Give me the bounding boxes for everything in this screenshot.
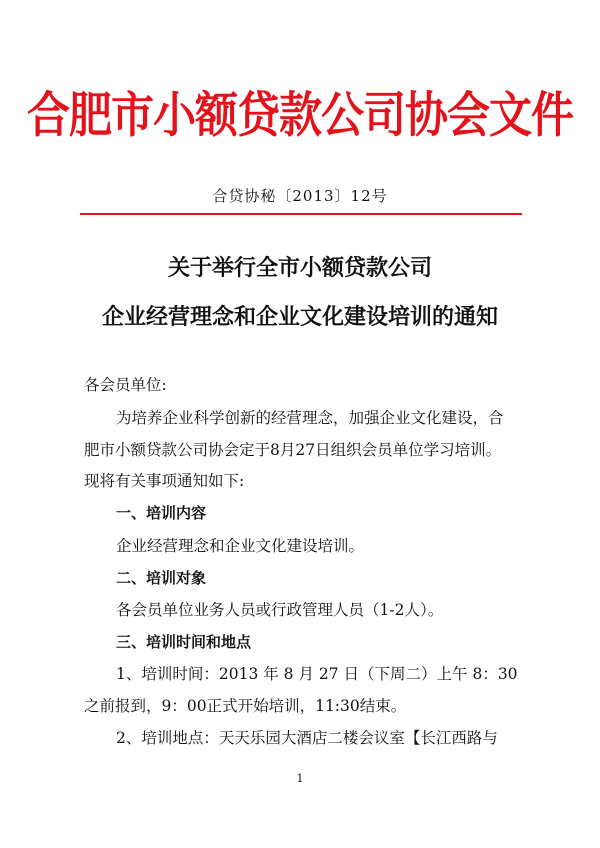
document-header-title: 合肥市小额贷款公司协会文件 [27,88,573,144]
page-number: 1 [296,772,304,785]
salutation: 各会员单位: [84,376,167,394]
red-divider-line [80,213,522,215]
section-text: 2、培训地点：天天乐园大酒店二楼会议室【长江西路与 [116,729,498,747]
document-number: 合贷协秘〔2013〕12号 [212,187,388,205]
section-heading: 一、培训内容 [116,504,207,522]
intro-line: 现将有关事项通知如下: [84,472,245,490]
intro-line: 为培养企业科学创新的经营理念，加强企业文化建设，合 [116,409,504,427]
section-text: 之前报到，9：00正式开始培训，11:30结束。 [84,697,407,715]
section-text: 各会员单位业务人员或行政管理人员（1-2人）。 [116,601,444,619]
section-heading: 二、培训对象 [116,569,207,587]
notice-title-line-2: 企业经营理念和企业文化建设培训的通知 [101,304,498,330]
notice-title-line-1: 关于举行全市小额贷款公司 [167,255,432,281]
section-text: 企业经营理念和企业文化建设培训。 [116,537,365,555]
section-heading: 三、培训时间和地点 [116,633,252,651]
intro-line: 肥市小额贷款公司协会定于8月27日组织会员单位学习培训。 [84,441,502,459]
section-text: 1、培训时间：2013 年 8 月 27 日（下周二）上午 8：30 [116,665,518,683]
